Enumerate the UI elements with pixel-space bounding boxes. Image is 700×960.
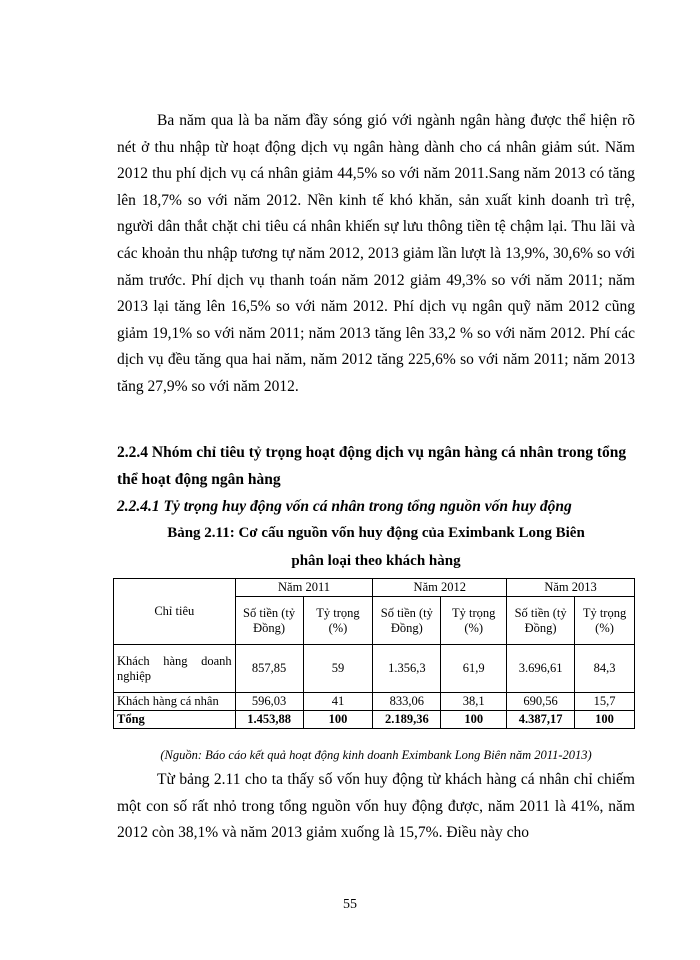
cell-value: 833,06 [373,693,441,711]
header-sotien-2011: Số tiền (tỷ Đồng) [235,597,303,645]
cell-value: 596,03 [235,693,303,711]
header-year-2012: Năm 2012 [373,579,507,597]
cell-value: 1.356,3 [373,645,441,693]
header-sotien-2012: Số tiền (tỷ Đồng) [373,597,441,645]
cell-value: 1.453,88 [235,711,303,729]
cell-value: 100 [303,711,373,729]
section-heading-2-2-4: 2.2.4 Nhóm chỉ tiêu tỷ trọng hoạt động dịch vụ ngân hàng cá nhân trong tổng thể hoạt động ngân hàng [117,444,627,488]
header-tytrong-2013: Tỷ trọng (%) [575,597,635,645]
cell-value: 59 [303,645,373,693]
row-label: Khách hàng doanh nghiệp [114,645,236,693]
header-chitieu: Chỉ tiêu [114,579,236,645]
header-year-2013: Năm 2013 [507,579,635,597]
header-tytrong-2012: Tỷ trọng (%) [441,597,507,645]
body-paragraph-2: Từ bảng 2.11 cho ta thấy số vốn huy động từ khách hàng cá nhân chỉ chiếm một con số rất nhỏ trong tổng nguồn vốn huy động được, năm 2011 là 41%, năm 2012 còn 38,1% và năm 2013 giảm xuống là 15,7%. Điều này cho [117,771,635,842]
page-number: 55 [343,897,357,912]
body-paragraph-1: Ba năm qua là ba năm đầy sóng gió với ngành ngân hàng được thể hiện rõ nét ở thu nhập từ hoạt động dịch vụ ngân hàng dành cho cá nhân giảm sút. Năm 2012 thu phí dịch vụ cá nhân giảm 44,5% so với năm 2011.Sang năm 2013 có tăng lên 18,7% so với năm 2012. Nền kinh tế khó khăn, sản xuất kinh doanh trì trệ, người dân thắt chặt chi tiêu cá nhân khiến sự lưu thông tiền tệ chậm lại. Thu lãi và các khoản thu nhập tương tự năm 2012, 2013 giảm lần lượt là 13,9%, 30,6% so với năm trước. Phí dịch vụ thanh toán năm 2012 giảm 49,3% so với năm 2011; năm 2013 lại tăng lên 16,5% so với năm 2012. Phí dịch vụ ngân quỹ năm 2012 cũng giảm 19,1% so với năm 2011; năm 2013 tăng lên 33,2 % so với năm 2012. Phí các dịch vụ đều tăng qua hai năm, năm 2012 tăng 225,6% so với năm 2011; năm 2013 tăng 27,9% so với năm 2012. [117,112,635,395]
table-row [114,645,635,693]
cell-value: 15,7 [575,693,635,711]
header-sotien-2013: Số tiền (tỷ Đồng) [507,597,575,645]
subsection-heading-2-2-4-1: 2.2.4.1 Tỷ trọng huy động vốn cá nhân trong tổng nguồn vốn huy động [117,498,572,515]
cell-value: 41 [303,693,373,711]
table-row [114,693,635,711]
row-label-total: Tổng [114,711,236,729]
funding-structure-table [113,578,635,729]
cell-value: 61,9 [441,645,507,693]
table-row-total [114,711,635,729]
cell-value: 857,85 [235,645,303,693]
cell-value: 4.387,17 [507,711,575,729]
cell-value: 3.696,61 [507,645,575,693]
cell-value: 2.189,36 [373,711,441,729]
table-caption-title: Bảng 2.11: Cơ cấu nguồn vốn huy động của Eximbank Long Biên [167,525,585,541]
table-header-row-years [114,579,635,597]
row-label: Khách hàng cá nhân [114,693,236,711]
table-caption-subtitle: phân loại theo khách hàng [291,553,461,569]
cell-value: 100 [575,711,635,729]
header-year-2011: Năm 2011 [235,579,373,597]
cell-value: 84,3 [575,645,635,693]
table-source-note: (Nguồn: Báo cáo kết quả hoạt động kinh doanh Eximbank Long Biên năm 2011-2013) [160,748,592,762]
cell-value: 690,56 [507,693,575,711]
header-tytrong-2011: Tỷ trọng (%) [303,597,373,645]
cell-value: 100 [441,711,507,729]
cell-value: 38,1 [441,693,507,711]
